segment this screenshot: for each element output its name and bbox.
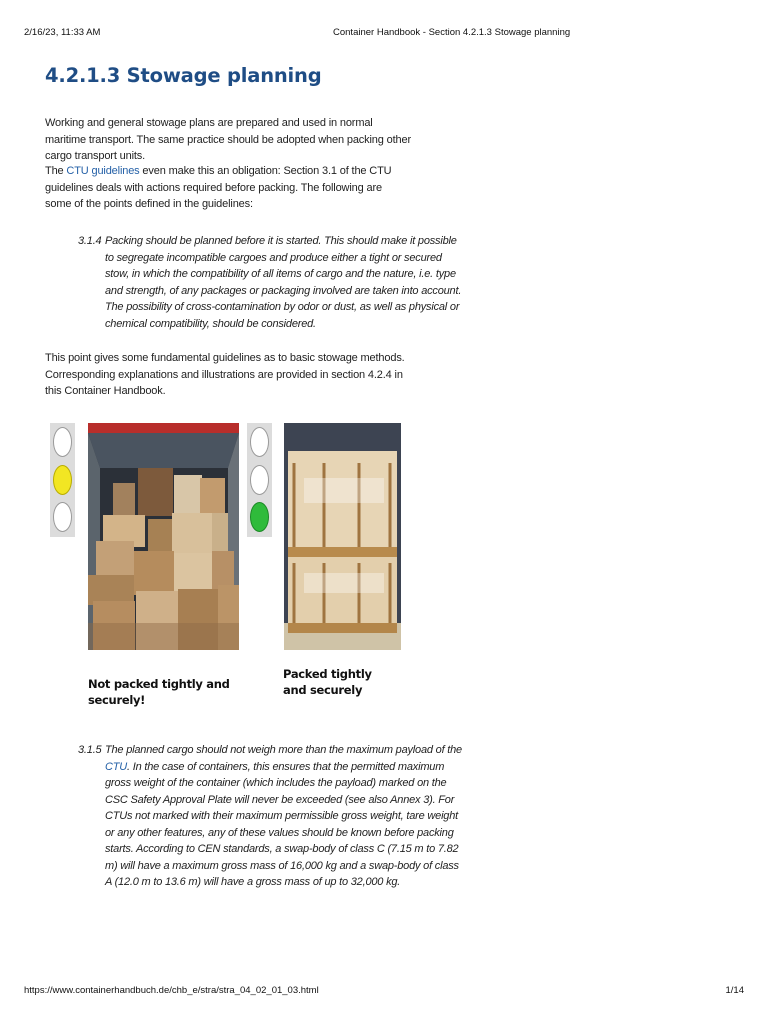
lamp-off	[250, 465, 269, 495]
guideline-text-rest: . In the case of containers, this ensures that the permitted maximum gross weight of the container (which includes the payload) marked on the CSC Safety Approval Plate will never be exceeded (see also Annex 3). For CTUs not marked with their maximum permissible gross weight, tare weight or any other features, any of these values should be known before packing starts. According to CEN standards, a swap-body of class C (7.15 m to 7.82 m) will have a maximum gross mass of 16,000 kg and a swap-body of class A (12.0 m to 13.6 m) will have a gross mass of up to 32,000 kg.	[105, 760, 459, 888]
lamp-off	[53, 427, 72, 457]
ctu-paragraph-lead: The	[45, 165, 67, 177]
guideline-quote-314	[45, 233, 463, 332]
lamp-yellow	[53, 465, 72, 495]
stowage-methods-paragraph: This point gives some fundamental guidelines as to basic stowage methods. Corresponding explanations and illustrations are provided in section 4.2.4 in this Container Handbook.	[45, 352, 405, 397]
wrapped-pallets-image	[284, 423, 401, 650]
page-title: 4.2.1.3 Stowage planning	[45, 64, 322, 87]
guideline-quote-315	[45, 742, 463, 891]
secured-cargo-photo	[284, 423, 401, 650]
traffic-light-yellow-icon	[50, 423, 75, 537]
ctu-guidelines-paragraph	[45, 163, 405, 213]
page-number: 1/14	[725, 985, 744, 996]
ctu-paragraph-rest: even make this an obligation: Section 3.1 of the CTU guidelines deals with actions required before packing. The following are some of the points defined in the guidelines:	[45, 165, 392, 210]
guideline-number: 3.1.5	[78, 744, 102, 756]
guideline-number: 3.1.4	[78, 235, 102, 247]
loose-cargo-photo	[88, 423, 239, 650]
print-datetime: 2/16/23, 11:33 AM	[24, 27, 101, 38]
print-url: https://www.containerhandbuch.de/chb_e/stra/stra_04_02_01_03.html	[24, 985, 319, 996]
ctu-link[interactable]: CTU	[105, 760, 128, 773]
print-header	[24, 27, 744, 39]
figure-caption-not-secure: Not packed tightly and securely!	[88, 677, 230, 707]
loose-boxes-container-image	[88, 423, 239, 650]
lamp-off	[250, 427, 269, 457]
figure-caption-secure: Packed tightly and securely	[283, 667, 372, 697]
guideline-text: Packing should be planned before it is started. This should make it possible to segregate incompatible cargoes and produce either a tight or secured stow, in which the compatibility of all items of cargo and the nature, i.e. type and strength, of any packages or packaging involved are taken into account. The possibility of cross-contamination by odor or dust, as well as physical or chemical compatibility, should be considered.	[105, 235, 462, 330]
traffic-light-green-icon	[247, 423, 272, 537]
article	[45, 60, 462, 397]
guideline-text-lead: The planned cargo should not weigh more than the maximum payload of the	[105, 744, 462, 756]
lamp-green	[250, 502, 269, 532]
intro-paragraph: Working and general stowage plans are prepared and used in normal maritime transport. The same practice should be adopted when packing other cargo transport units.	[45, 117, 411, 162]
lamp-off	[53, 502, 72, 532]
ctu-guidelines-link[interactable]: CTU guidelines	[66, 165, 140, 177]
print-document-title: Container Handbook - Section 4.2.1.3 Stowage planning	[333, 27, 571, 38]
stowage-comparison-figures	[50, 423, 410, 713]
